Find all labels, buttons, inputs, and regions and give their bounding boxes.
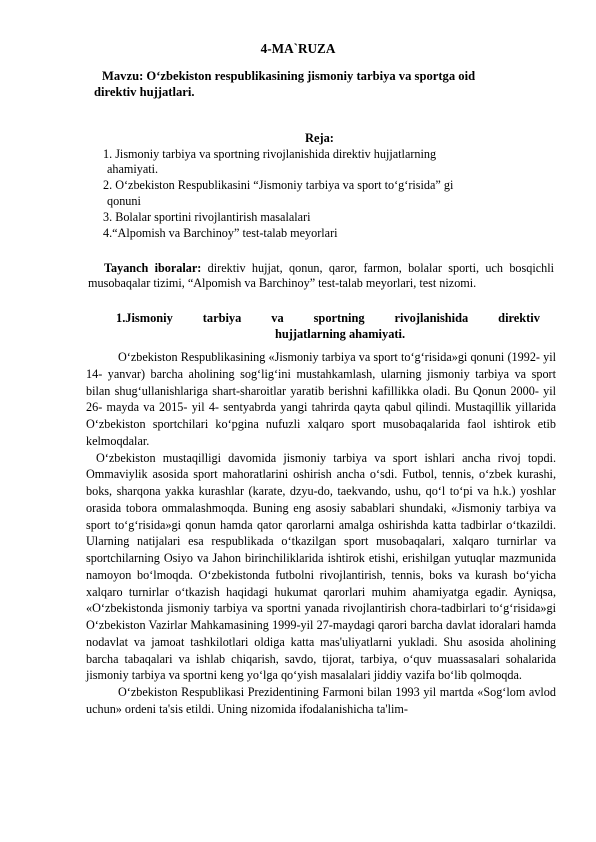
section-heading — [100, 310, 540, 342]
keywords-paragraph — [88, 261, 554, 291]
section-heading-word: sportning — [313, 311, 365, 325]
plan-item-text: 3. Bolalar sportini rivojlantirish masalalari — [103, 209, 311, 224]
plan-list — [103, 147, 523, 242]
paragraph: O‘zbekiston mustaqilligi davomida jismoniy tarbiya va sport ishlari ancha rivoj topdi. Ommaviylik asosida sport mahoratlarini oshirish ancha o‘sdi. Futbol, tennis, o‘zbek kurashi, boks, sharqona yakka kurashlar (karate, dzyu-do, taekvando, ushu, qo‘l to‘pi va h.k.) yoshlar orasida tobora ommalashmoqda. Buning eng asosiy sabablari shundaki, «Jismoniy tarbiya va sport to‘g‘risida»gi qonun hamda qator qarorlarni amalga oshirishda katta tadbirlar o‘tkazildi. Ularning natijalari esa respublikada o‘tkazilgan sport musobaqalari, xalqaro turnirlar va sportchilarning Osiyo va Jahon birinchiliklarida ishtirok etishi, erishilgan yutuqlar mazmunida namoyon bo‘lmoqda. O‘zbekistonda futbolni rivojlantirish, tennis, boks va kurash bo‘yicha xalqaro turnirlar o‘tkazish haqidagi hukumat qarorlari muhim ahamiyatga egadir. Ayniqsa, «O‘zbekistonda jismoniy tarbiya va sportni yanada rivojlantirish chora-tadbirlari to‘g‘risida»gi O‘zbekiston Vazirlar Mahkamasining 1999-yil 27-maydagi qarori barcha davlat idoralari hamda nodavlat va jamoat tashkilotlari oldiga katta mas'uliyatlarni yukladi. Shu asosida aholining barcha tabaqalari va ishlab chiqarish, savdo, tijorat, tarbiya, o‘quv muassasalari sohalarida jismoniy tarbiya va sportni keng yo‘lga qo‘yish masalalari jiddiy vazifa bo‘lib qolmoqda. — [86, 450, 556, 683]
topic-line-1: Mavzu: O‘zbekiston respublikasining jismoniy tarbiya va sportga oid — [102, 69, 476, 83]
paragraph: O‘zbekiston Respublikasining «Jismoniy tarbiya va sport to‘g‘risida»gi qonuni (1992- yil 14- yanvar) barcha aholining sog‘lig‘ini mustahkamlash, ularning jismoniy tarbiya va sport bilan shug‘ullanishlariga shart-sharoitlar yaratib berishni kafillikka oladi. Bu Qonun 2000- yil 26- mayda va 2015- yil 4- sentyabrda yangi tahrirda qayta qabul qilindi. Mustaqillik yillarida O‘zbekiston sportchilari ko‘pgina nufuzli xalqaro sport musobaqalarida faol ishtirok etib kelmoqdalar. — [86, 350, 556, 448]
plan-item-continuation: qonuni — [107, 193, 141, 208]
plan-item-continuation: ahamiyati. — [107, 162, 159, 177]
plan-item-text: 4.“Alpomish va Barchinoy” test-talab meyorlari — [103, 226, 338, 241]
keywords-text: direktiv hujjat, qonun, qaror, farmon, bolalar sporti, uch bosqichli musobaqalar tizimi, “Alpomish va Barchinoy” test-talab meyorlari, test nizomi. — [88, 261, 555, 291]
plan-item-text: 1. Jismoniy tarbiya va sportning rivojlanishida direktiv hujjatlarning — [103, 147, 437, 161]
plan-item — [103, 147, 523, 177]
plan-item — [103, 178, 523, 208]
plan-item — [103, 210, 523, 225]
paragraph: O‘zbekiston Respublikasi Prezidentining Farmoni bilan 1993 yil martda «Sog‘lom avlod uchun» ordeni ta'sis etildi. Uning nizomida ifodalanishicha ta'lim- — [86, 685, 556, 716]
section-heading-word: va — [271, 311, 284, 325]
section-heading-word: 1.Jismoniy — [116, 311, 173, 325]
section-heading-word: rivojlanishida — [394, 311, 469, 325]
plan-item — [103, 226, 523, 241]
section-heading-line-2: hujjatlarning ahamiyati. — [274, 327, 406, 341]
section-heading-word: direktiv — [498, 311, 540, 325]
section-heading-word: tarbiya — [202, 311, 242, 325]
topic-heading — [94, 69, 534, 100]
keywords-label: Tayanch iboralar: — [104, 261, 202, 275]
plan-heading: Reja: — [305, 131, 334, 145]
topic-line-2: direktiv hujjatlari. — [94, 84, 195, 99]
lecture-title: 4-MA`RUZA — [260, 41, 336, 56]
plan-item-text: 2. O‘zbekiston Respublikasini “Jismoniy tarbiya va sport to‘g‘risida” gi — [103, 178, 454, 193]
body-text — [86, 349, 556, 718]
